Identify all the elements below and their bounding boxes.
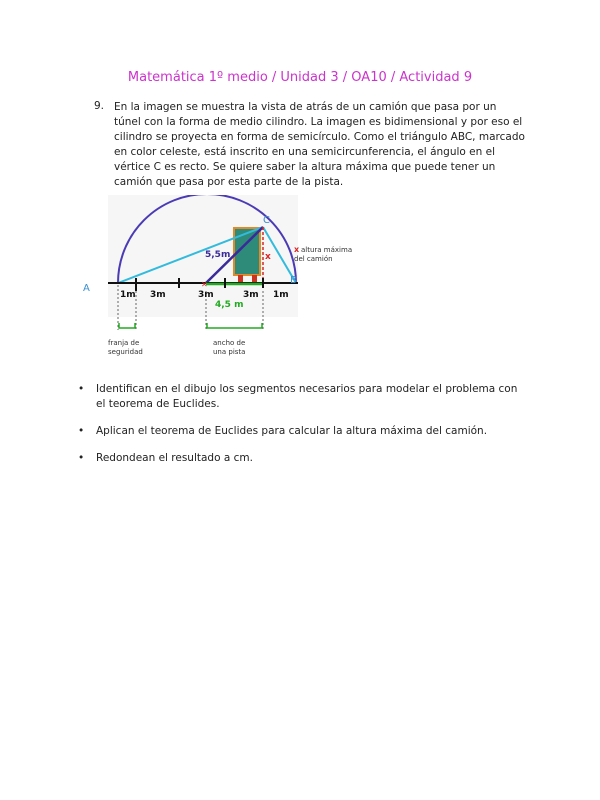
bullet-icon: • — [78, 425, 85, 437]
segment-label-45: 4,5 m — [215, 300, 244, 310]
segment-label-3m-3: 3m — [243, 290, 259, 300]
list-item-text: Aplican el teorema de Euclides para calcular la altura máxima del camión. — [96, 425, 488, 437]
segment-label-1m-left: 1m — [120, 290, 136, 300]
bullet-icon: • — [78, 383, 85, 395]
question-number: 9. — [94, 100, 105, 112]
segment-label-3m-1: 3m — [150, 290, 166, 300]
truck-wheel-right — [252, 275, 257, 283]
segment-label-1m-right: 1m — [273, 290, 289, 300]
bullet-icon: • — [78, 452, 85, 464]
center-mark: ✕ — [201, 280, 208, 289]
question-text: En la imagen se muestra la vista de atrás de un camión que pasa por un túnel con la forma de medio cilindro. La imagen es bidimensional y por eso el cilindro se proyecta en forma de semicírculo. Como el triángulo ABC, marcado en color celeste, está inscrito en una semicircunferencia, el ángulo en el vértice C es recto. Se quiere saber la altura máxima que puede tener un camión que pasa por esta parte de la pista. — [114, 101, 525, 188]
caption-safety-1: franja de — [108, 339, 140, 347]
list-item — [78, 424, 528, 439]
label-x-note: x — [294, 245, 300, 254]
page-title: Matemática 1º medio / Unidad 3 / OA10 / Actividad 9 — [127, 70, 473, 85]
caption-lane-1: ancho de — [213, 339, 246, 347]
label-a: A — [83, 283, 90, 294]
note-line-2: del camión — [294, 255, 333, 263]
list-item — [78, 451, 528, 466]
truck-wheel-left — [238, 275, 243, 283]
label-c: C — [263, 215, 270, 226]
list-item-text: Identifican en el dibujo los segmentos necesarios para modelar el problema con el teorema de Euclides. — [96, 383, 518, 410]
tunnel-diagram — [80, 195, 380, 365]
label-b: B — [290, 275, 297, 286]
list-item — [78, 382, 528, 412]
instruction-list — [78, 382, 528, 478]
caption-safety-2: seguridad — [108, 348, 143, 356]
segment-label-3m-2: 3m — [198, 290, 214, 300]
bracket-safety — [119, 323, 135, 328]
caption-lane-2: una pista — [213, 348, 246, 356]
label-hypotenuse: 5,5m — [205, 250, 231, 260]
label-x: x — [265, 252, 271, 262]
bracket-lane — [207, 323, 262, 328]
note-line-1: altura máxima — [301, 246, 353, 254]
list-item-text: Redondean el resultado a cm. — [96, 452, 253, 464]
